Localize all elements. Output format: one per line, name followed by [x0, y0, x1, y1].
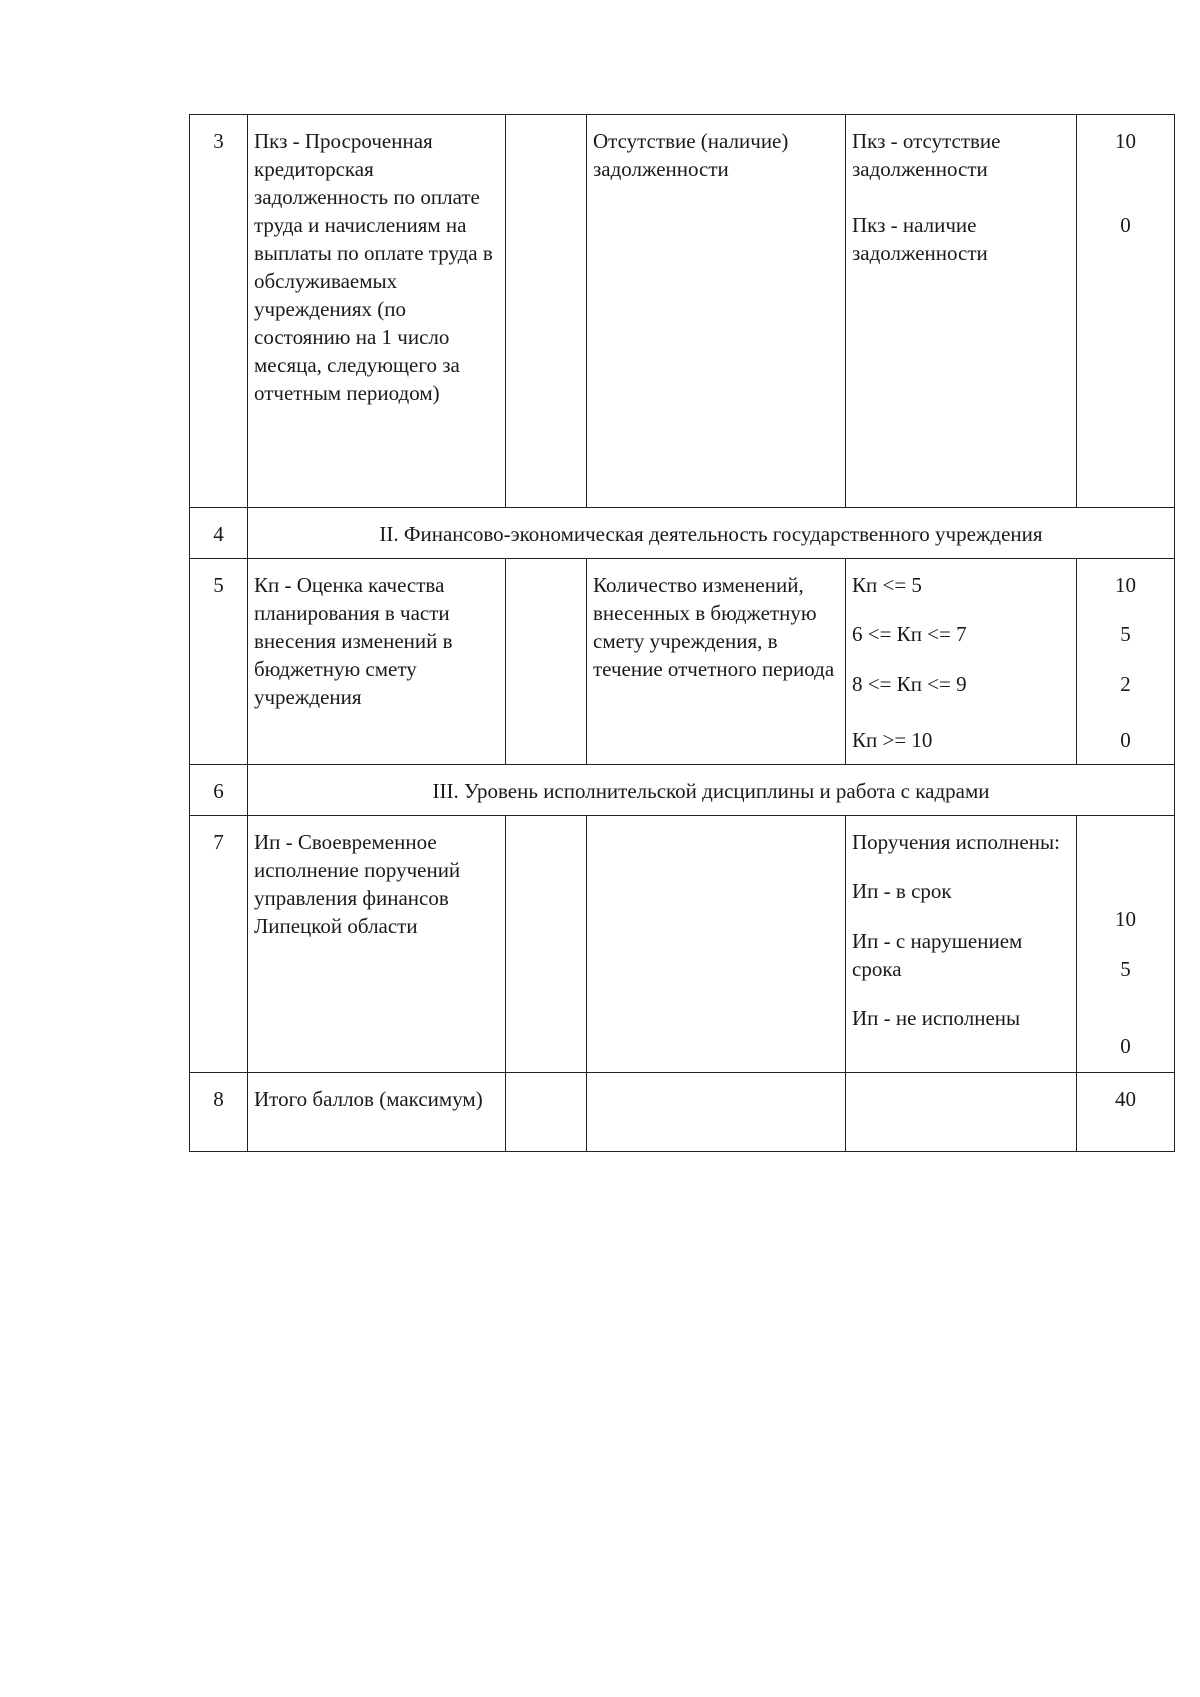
- indicator-cell: [248, 115, 506, 508]
- empty-cell: [506, 1073, 587, 1152]
- indicator-cell: [248, 816, 506, 1073]
- description-text: Количество изменений, внесенных в бюджетную смету учреждения, в течение отчетного периода: [593, 573, 835, 681]
- criterion-text: Ип - с нарушением срока: [852, 929, 1023, 981]
- criteria-header: Поручения исполнены:: [852, 830, 1060, 854]
- criteria-cell: [846, 559, 1077, 765]
- criteria-cell: [846, 115, 1077, 508]
- row-number: 8: [190, 1073, 248, 1152]
- score-value: 40: [1115, 1087, 1136, 1111]
- criterion-text: 8 <= Кп <= 9: [852, 672, 967, 696]
- description-cell: [587, 559, 846, 765]
- table-row: [190, 1073, 1175, 1152]
- row-number: 7: [190, 816, 248, 1073]
- row-number: 6: [190, 765, 248, 816]
- description-cell: [587, 1073, 846, 1152]
- score-value: 10: [1115, 907, 1136, 931]
- score-value: 10: [1115, 129, 1136, 153]
- row-number: 3: [190, 115, 248, 508]
- indicator-text: Итого баллов (максимум): [254, 1087, 483, 1111]
- scoring-table: [189, 114, 1175, 1152]
- section-row: [190, 765, 1175, 816]
- empty-cell: [506, 115, 587, 508]
- score-cell: [1077, 559, 1175, 765]
- criterion-text: Кп <= 5: [852, 573, 922, 597]
- indicator-text: Пкз - Просроченная кредиторская задолженность по оплате труда и начислениям на выплаты по оплате труда в обслуживаемых учреждениях (по состоянию на 1 число месяца, следующего за отчетным периодом): [254, 129, 493, 405]
- criterion-text: Пкз - отсутствие задолженности: [852, 129, 1001, 181]
- score-value: 5: [1120, 957, 1131, 981]
- criterion-text: Ип - не исполнены: [852, 1006, 1021, 1030]
- score-value: 0: [1120, 1034, 1131, 1058]
- criterion-text: Кп >= 10: [852, 728, 933, 752]
- indicator-cell: [248, 559, 506, 765]
- score-value: 2: [1120, 672, 1131, 696]
- score-value: 5: [1120, 622, 1131, 646]
- section-row: [190, 508, 1175, 559]
- empty-cell: [506, 559, 587, 765]
- score-value: 0: [1120, 213, 1131, 237]
- table-row: [190, 115, 1175, 508]
- indicator-cell: [248, 1073, 506, 1152]
- table-row: [190, 559, 1175, 765]
- score-cell: [1077, 1073, 1175, 1152]
- row-number: 5: [190, 559, 248, 765]
- indicator-text: Ип - Своевременное исполнение поручений управления финансов Липецкой области: [254, 830, 461, 938]
- description-cell: [587, 115, 846, 508]
- row-number: 4: [190, 508, 248, 559]
- table-row: [190, 816, 1175, 1073]
- section-heading: III. Уровень исполнительской дисциплины и работа с кадрами: [248, 765, 1175, 816]
- criterion-text: 6 <= Кп <= 7: [852, 622, 967, 646]
- criterion-text: Пкз - наличие задолженности: [852, 213, 988, 265]
- description-text: Отсутствие (наличие) задолженности: [593, 129, 789, 181]
- criteria-cell: [846, 816, 1077, 1073]
- score-cell: [1077, 115, 1175, 508]
- score-value: 10: [1115, 573, 1136, 597]
- score-cell: [1077, 816, 1175, 1073]
- score-value: 0: [1120, 728, 1131, 752]
- section-heading: II. Финансово-экономическая деятельность государственного учреждения: [248, 508, 1175, 559]
- empty-cell: [506, 816, 587, 1073]
- criteria-cell: [846, 1073, 1077, 1152]
- indicator-text: Кп - Оценка качества планирования в части внесения изменений в бюджетную смету учреждения: [254, 573, 453, 709]
- criterion-text: Ип - в срок: [852, 879, 952, 903]
- description-cell: [587, 816, 846, 1073]
